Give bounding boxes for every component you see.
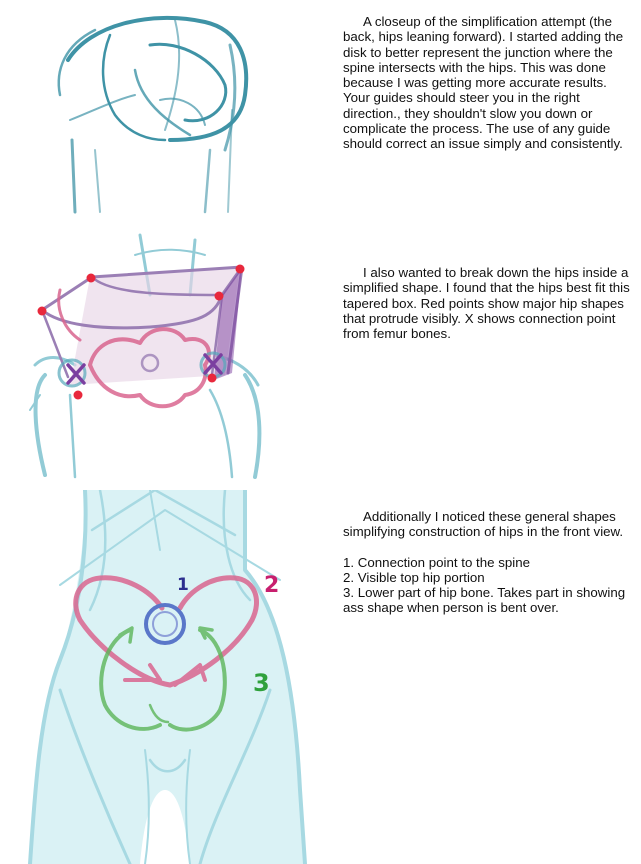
spine-disk-stroke [135, 70, 190, 135]
leg-left-stroke [95, 150, 100, 212]
list-item: 1. Connection point to the spine [343, 554, 531, 570]
leg-right-stroke [205, 150, 210, 212]
panel-2-caption [343, 265, 637, 341]
leg-left-stroke [72, 140, 75, 212]
spine-disk-stroke [150, 44, 226, 121]
leg-right-stroke [210, 390, 232, 477]
hip-curve-stroke [70, 95, 135, 120]
protrusion-point [38, 307, 47, 316]
torso-outline-stroke [68, 18, 246, 140]
label-3: 3 [253, 669, 270, 697]
leg-right-stroke [245, 375, 259, 477]
back-line-stroke [165, 20, 179, 130]
protrusion-point [208, 374, 217, 383]
list-item: 3. Lower part of hip bone. Takes part in showing ass shape when person is bent over. [343, 585, 629, 616]
caption-text: Additionally I noticed these general shapes simplifying construction of hips in the front view. [343, 509, 624, 540]
front-view-sketch [0, 490, 340, 864]
protrusion-point [74, 391, 83, 400]
back-closeup-sketch [0, 0, 340, 215]
protrusion-point [215, 292, 224, 301]
panel-3-caption [343, 509, 639, 616]
leg-left-stroke [70, 395, 75, 477]
caption-text: I also wanted to break down the hips inside a simplified shape. I found that the hips best fit this tapered box. Red points show major hip shapes that protrude visibly. X shows connection point from femur bones. [343, 265, 634, 342]
panel-1-caption [343, 14, 637, 152]
panel-back-closeup [0, 0, 641, 215]
label-1: 1 [177, 575, 189, 595]
hip-shape-list [343, 555, 639, 616]
panel-hip-box [0, 215, 641, 490]
caption-text: A closeup of the simplification attempt (the back, hips leaning forward). I started adding the disk to better represent the junction where the spine intersects with the hips. This was done because I was getting more accurate results. Your guides should steer you in the right direction., they shouldn't slow you down or complicate the process. The use of any guide should correct an issue simply and consistently. [343, 14, 627, 152]
hip-curve-stroke [103, 35, 165, 140]
label-2: 2 [264, 573, 280, 598]
leg-left-stroke [36, 375, 45, 475]
panel-front-view [0, 490, 641, 864]
protrusion-point [236, 265, 245, 274]
list-item: 2. Visible top hip portion [343, 569, 485, 585]
hip-box-sketch [0, 215, 340, 490]
protrusion-point [87, 274, 96, 283]
